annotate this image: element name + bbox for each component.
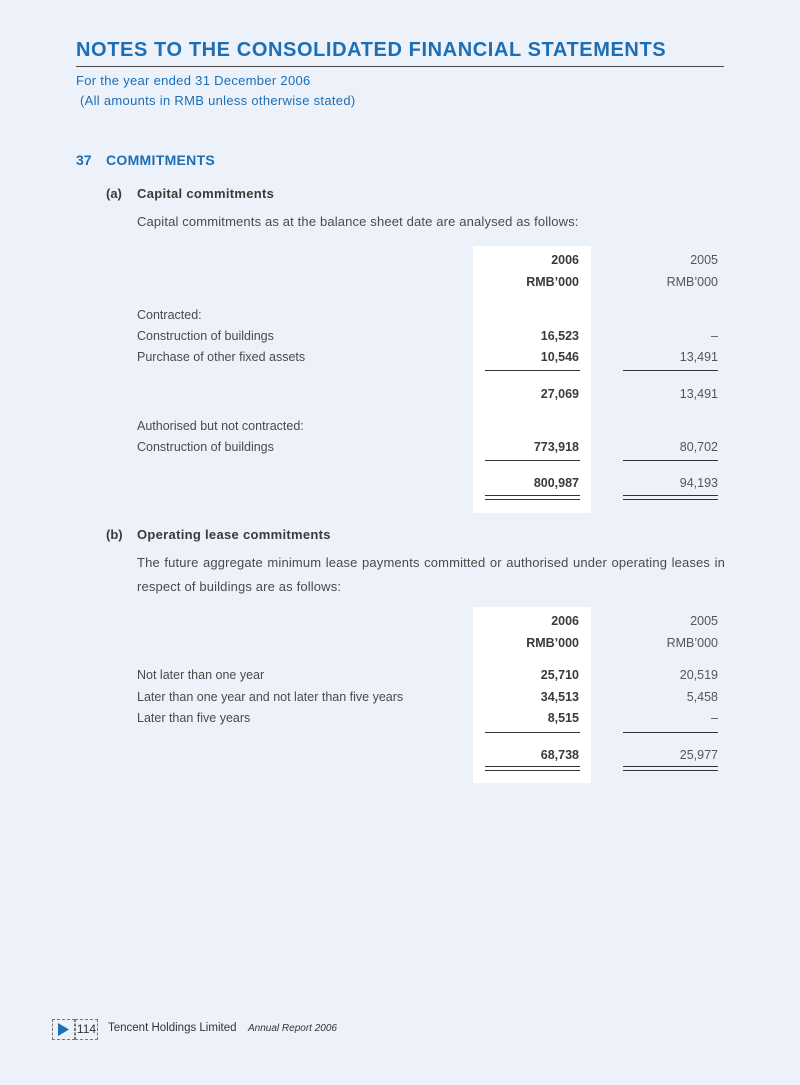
capital-row-2005: – [711, 329, 718, 343]
capital-row-label: Purchase of other fixed assets [137, 350, 306, 364]
capital-intro: Capital commitments as at the balance sheet date are analysed as follows: [137, 214, 579, 229]
subtotal-rule-2005 [623, 370, 718, 371]
authorised-row-label: Construction of buildings [137, 440, 274, 454]
lease-total-2005: 25,977 [679, 748, 718, 762]
lease-double-rule-bottom-2005 [623, 770, 718, 771]
double-rule-top-2006 [485, 495, 580, 496]
lease-row-2006: 25,710 [540, 668, 579, 682]
currency-note: (All amounts in RMB unless otherwise stated) [80, 93, 356, 108]
period-subtitle: For the year ended 31 December 2006 [76, 73, 311, 88]
lease-double-rule-top-2006 [485, 766, 580, 767]
total-rule-2005 [623, 460, 718, 461]
contracted-label: Contracted: [137, 308, 202, 322]
capital-title: Capital commitments [137, 186, 275, 201]
lease-col2-unit: RMB’000 [666, 636, 718, 650]
capital-col1-unit: RMB’000 [526, 275, 579, 289]
section-title: COMMITMENTS [106, 152, 216, 168]
capital-row-2006: 16,523 [540, 329, 579, 343]
capital-row-2005: 13,491 [679, 350, 718, 364]
lease-total-rule-2005 [623, 732, 718, 733]
authorised-row-2006: 773,918 [533, 440, 579, 454]
lease-row-label: Not later than one year [137, 668, 265, 682]
lease-double-rule-top-2005 [623, 766, 718, 767]
lease-col1-year: 2006 [551, 614, 579, 628]
double-rule-bottom-2006 [485, 499, 580, 500]
double-rule-bottom-2005 [623, 499, 718, 500]
capital-letter: (a) [106, 186, 122, 201]
authorised-label: Authorised but not contracted: [137, 419, 304, 433]
lease-row-label: Later than five years [137, 711, 251, 725]
lease-col1-unit: RMB’000 [526, 636, 579, 650]
subtotal-rule-2006 [485, 370, 580, 371]
capital-col1-year: 2006 [551, 253, 579, 267]
lease-row-2006: 34,513 [540, 690, 579, 704]
capital-row-2006: 10,546 [540, 350, 579, 364]
lease-double-rule-bottom-2006 [485, 770, 580, 771]
total-rule-2006 [485, 460, 580, 461]
lease-total-2006: 68,738 [540, 748, 579, 762]
lease-intro: The future aggregate minimum lease payments committed or authorised under operating leases in respect of buildings are as follows: [137, 555, 725, 594]
header-rule [76, 66, 724, 67]
report-name: Annual Report 2006 [248, 1023, 337, 1034]
capital-subtotal-2006: 27,069 [540, 387, 579, 401]
double-rule-top-2005 [623, 495, 718, 496]
capital-col2-year: 2005 [690, 253, 718, 267]
lease-row-2005: 20,519 [679, 668, 718, 682]
capital-col2-unit: RMB’000 [666, 275, 718, 289]
play-icon [52, 1019, 75, 1040]
section-number: 37 [76, 152, 92, 168]
lease-row-2006: 8,515 [547, 711, 579, 725]
lease-letter: (b) [106, 527, 123, 542]
capital-total-2006: 800,987 [533, 476, 579, 490]
lease-row-2005: 5,458 [686, 690, 718, 704]
lease-row-2005: – [711, 711, 718, 725]
capital-subtotal-2005: 13,491 [679, 387, 718, 401]
authorised-row-2005: 80,702 [679, 440, 718, 454]
capital-total-2005: 94,193 [679, 476, 718, 490]
lease-title: Operating lease commitments [137, 527, 331, 542]
lease-total-rule-2006 [485, 732, 580, 733]
capital-row-label: Construction of buildings [137, 329, 274, 343]
company-name: Tencent Holdings Limited [108, 1022, 237, 1034]
lease-row-label: Later than one year and not later than five years [137, 690, 404, 704]
lease-col2-year: 2005 [690, 614, 718, 628]
page-title: NOTES TO THE CONSOLIDATED FINANCIAL STATEMENTS [76, 39, 667, 61]
page-number: 114 [76, 1022, 97, 1036]
